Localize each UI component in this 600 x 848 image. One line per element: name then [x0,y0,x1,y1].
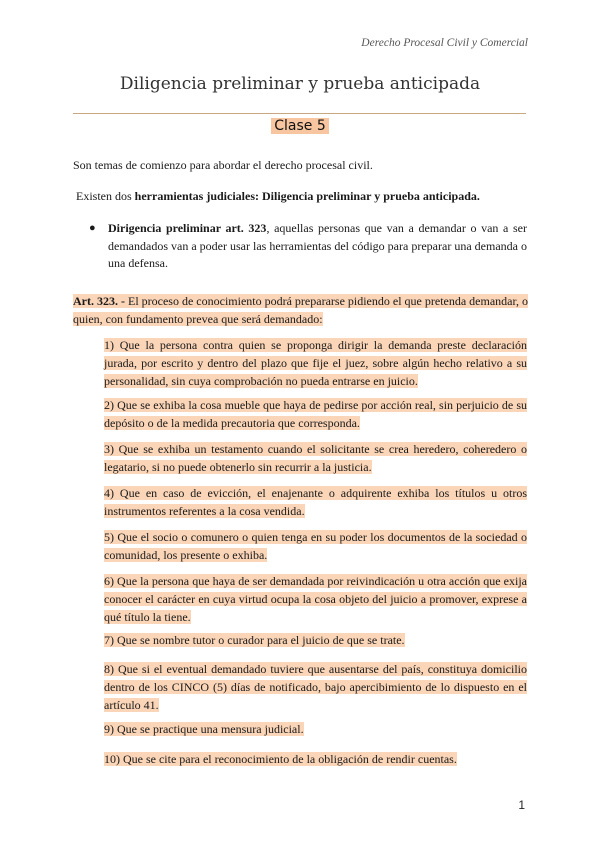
list-item-text: 8) Que si el eventual demandado tuviere que ausentarse del país, constituya domicilio dentro de los CINCO (5) días de notificado, bajo apercibimiento de lo dispuesto en el artículo 41. [104,662,527,712]
page-number: 1 [518,798,525,812]
list-item-text: 9) Que se practique una mensura judicial. [104,722,304,736]
list-item-text: 2) Que se exhiba la cosa mueble que haya de pedirse por acción real, sin perjuicio de su depósito o de la medida precautoria que corresponda. [104,398,527,430]
list-item [104,396,527,432]
bullet-text [108,220,527,273]
list-item-text: 7) Que se nombre tutor o curador para el juicio de que se trate. [104,633,405,647]
list-item [104,440,527,476]
list-item-text: 4) Que en caso de evicción, el enajenante o adquirente exhiba los títulos u otros instrumentos referentes a la cosa vendida. [104,486,527,518]
article-intro [73,292,528,328]
list-item-text: 10) Que se cite para el reconocimiento de la obligación de rendir cuentas. [104,752,457,766]
list-item [104,572,527,626]
list-item-text: 1) Que la persona contra quien se proponga dirigir la demanda preste declaración jurada, por escrito y dentro del plazo que fije el juez, sobre algún hecho relativo a su personalidad, sin cuya comprobación no pueda entrarse en juicio. [104,338,527,388]
list-item [104,750,527,768]
document-title: Diligencia preliminar y prueba anticipada [119,74,481,94]
list-item [104,660,527,714]
tools-bold: herramientas judiciales: Diligencia preliminar y prueba anticipada. [134,189,480,203]
list-item-text: 6) Que la persona que haya de ser demandada por reivindicación u otra acción que exija conocer el carácter en cuya virtud ocupa la cosa objeto del juicio a promover, exprese a qué título la tiene. [104,574,527,624]
list-item-text: 3) Que se exhiba un testamento cuando el solicitante se crea heredero, coheredero o legatario, si no puede obtenerlo sin recurrir a la justicia. [104,442,527,474]
list-item [104,528,527,564]
list-item [104,631,527,649]
list-item [104,720,527,738]
tools-prefix: Existen dos [76,189,135,203]
bullet-body: , aquellas personas que van a demandar o van a ser demandados van a poder usar las herramientas del código para preparar una demanda o una defensa. [108,221,527,270]
tools-paragraph [76,188,531,205]
article-text: El proceso de conocimiento podrá prepararse pidiendo el que pretenda demandar, o quien, con fundamento prevea que será demandado: [73,294,529,326]
intro-paragraph: Son temas de comienzo para abordar el derecho procesal civil. [73,158,373,172]
bullet-bold: Dirigencia preliminar art. 323 [108,221,267,235]
class-label [0,118,600,134]
list-item [104,336,527,390]
list-item [104,484,527,520]
title-divider [73,113,526,114]
running-header: Derecho Procesal Civil y Comercial [361,37,528,49]
article-ref: Art. 323. - [73,294,125,308]
bullet-dot-icon: ● [89,222,96,234]
list-item-text: 5) Que el socio o comunero o quien tenga en su poder los documentos de la sociedad o comunidad, los presente o exhiba. [104,530,527,562]
class-label-text: Clase 5 [271,118,329,134]
